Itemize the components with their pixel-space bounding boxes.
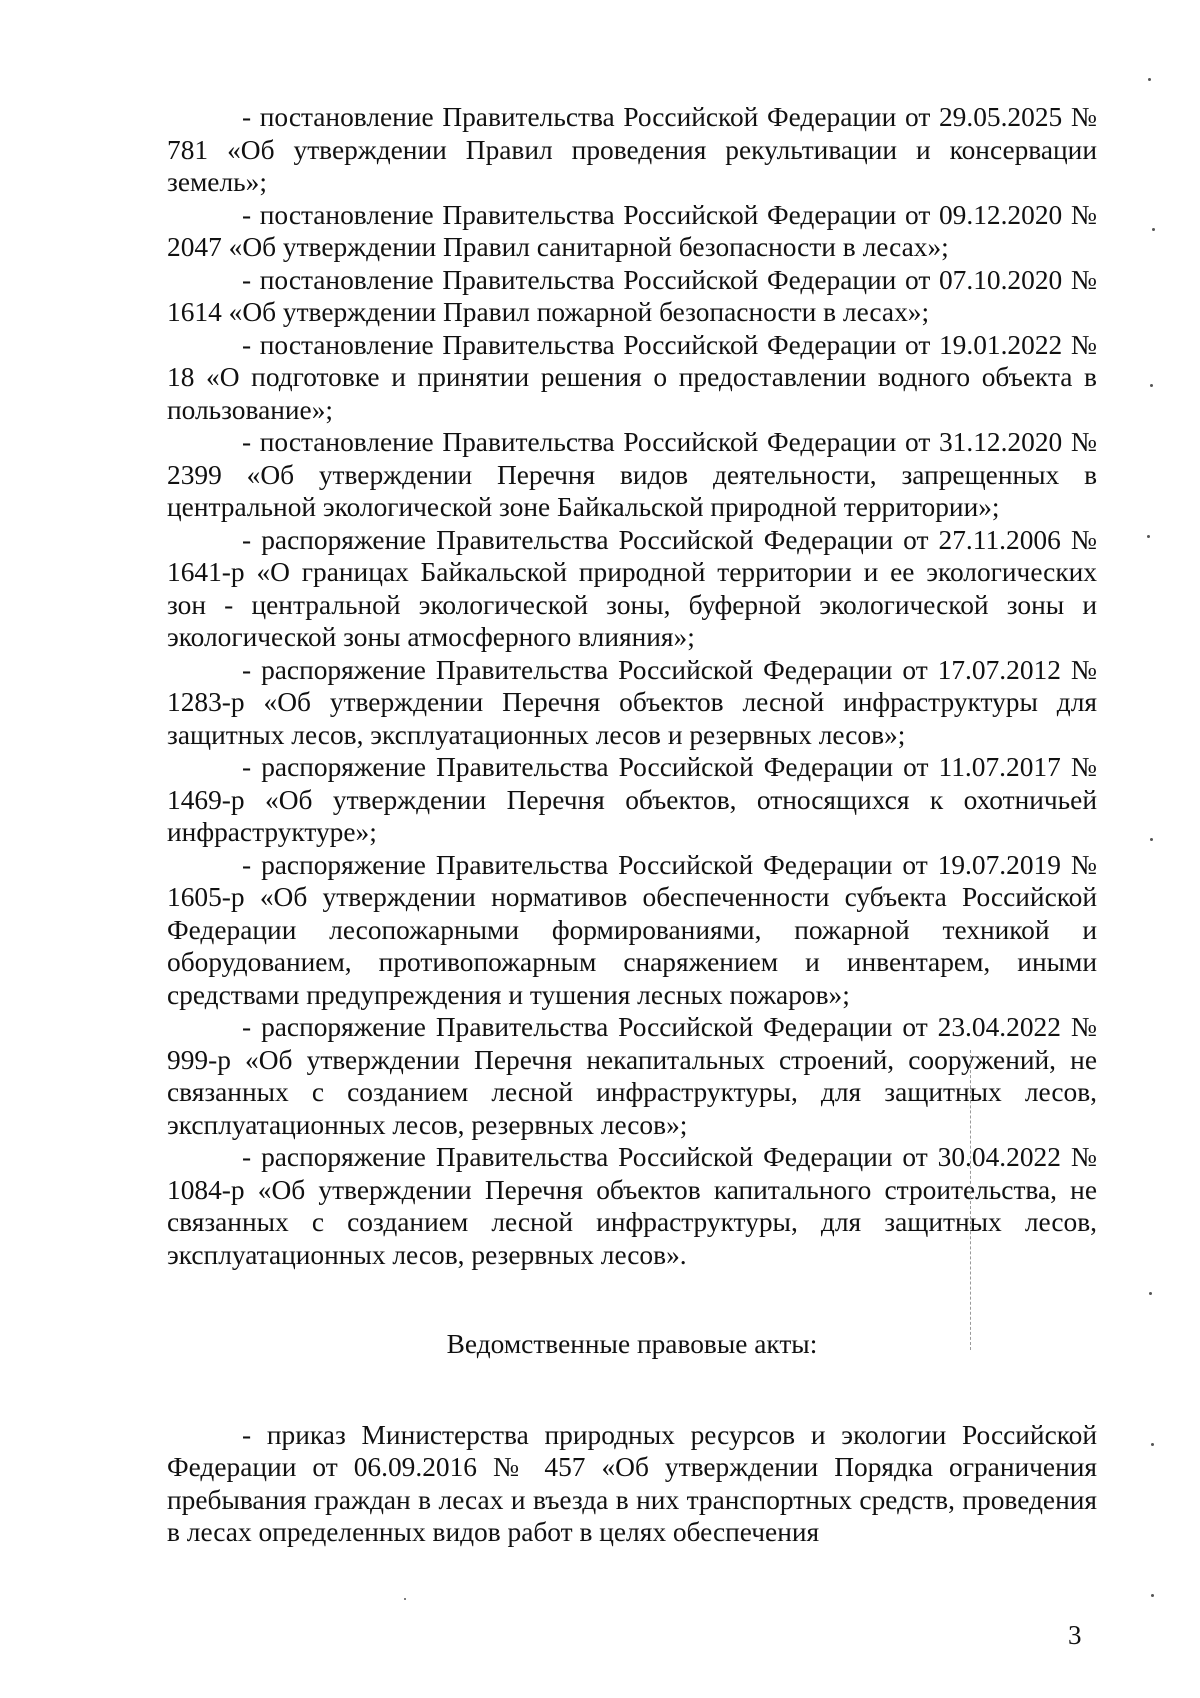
scan-speck <box>1150 838 1153 841</box>
list-item: - распоряжение Правительства Российской Федерации от 11.07.2017 № 1469-р «Об утверждении Перечня объектов, относящихся к охотничьей инфраструктуре»; <box>167 752 1097 847</box>
scan-speck <box>1150 384 1153 387</box>
list-item: - распоряжение Правительства Российской Федерации от 19.07.2019 № 1605-р «Об утверждении нормативов обеспеченности субъекта Российской Федерации лесопожарными формированиями, пожарной техникой и оборудованием, противопожарным снаряжением и инвентарем, иными средствами предупреждения и тушения лесных пожаров»; <box>167 849 1097 1010</box>
page-number: 3 <box>1068 1620 1082 1650</box>
list-item: - постановление Правительства Российской Федерации от 29.05.2025 № 781 «Об утверждении Правил проведения рекультивации и консервации земель»; <box>167 102 1097 197</box>
scan-speck <box>1151 1443 1154 1446</box>
list-item: - постановление Правительства Российской Федерации от 07.10.2020 № 1614 «Об утверждении Правил пожарной безопасности в лесах»; <box>167 264 1097 327</box>
list-item: - распоряжение Правительства Российской Федерации от 17.07.2012 № 1283-р «Об утверждении Перечня объектов лесной инфраструктуры для защитных лесов, эксплуатационных лесов и резервных лесов»; <box>167 654 1097 750</box>
list-item: - постановление Правительства Российской Федерации от 19.01.2022 № 18 «О подготовке и принятии решения о предоставлении водного объекта в пользование»; <box>167 329 1097 425</box>
scan-speck <box>1148 78 1151 81</box>
list-item: - постановление Правительства Российской Федерации от 31.12.2020 № 2399 «Об утверждении Перечня видов деятельности, запрещенных в центральной экологической зоне Байкальской природной территории»; <box>167 427 1097 522</box>
document-body <box>167 101 1097 1549</box>
scan-artifact-line <box>970 1050 972 1350</box>
scan-speck <box>1152 228 1155 231</box>
list-item: - распоряжение Правительства Российской Федерации от 23.04.2022 № 999-р «Об утверждении Перечня некапитальных строений, сооружений, не связанных с созданием лесной инфраструктуры, для защитных лесов, эксплуатационных лесов, резервных лесов»; <box>167 1012 1097 1140</box>
scan-speck <box>1151 1594 1154 1597</box>
scan-speck <box>1149 1292 1152 1295</box>
list-item: - распоряжение Правительства Российской Федерации от 27.11.2006 № 1641-р «О границах Байкальской природной территории и ее экологических зон - центральной экологической зоны, буферной экологической зоны и экологической зоны атмосферного влияния»; <box>167 524 1097 652</box>
list-item: - приказ Министерства природных ресурсов и экологии Российской Федерации от 06.09.2016 № 457 «Об утверждении Порядка ограничения пребывания граждан в лесах и въезда в них транспортных средств, проведения в лесах определенных видов работ в целях обеспечения <box>167 1419 1097 1547</box>
scan-speck <box>1147 535 1150 538</box>
section-heading: Ведомственные правовые акты: <box>446 1329 818 1359</box>
list-item: - постановление Правительства Российской Федерации от 09.12.2020 № 2047 «Об утверждении Правил санитарной безопасности в лесах»; <box>167 199 1097 262</box>
scan-speck <box>404 1598 406 1600</box>
list-item: - распоряжение Правительства Российской Федерации от 30.04.2022 № 1084-р «Об утверждении Перечня объектов капитального строительства, не связанных с созданием лесной инфраструктуры, для защитных лесов, эксплуатационных лесов, резервных лесов». <box>167 1142 1097 1270</box>
